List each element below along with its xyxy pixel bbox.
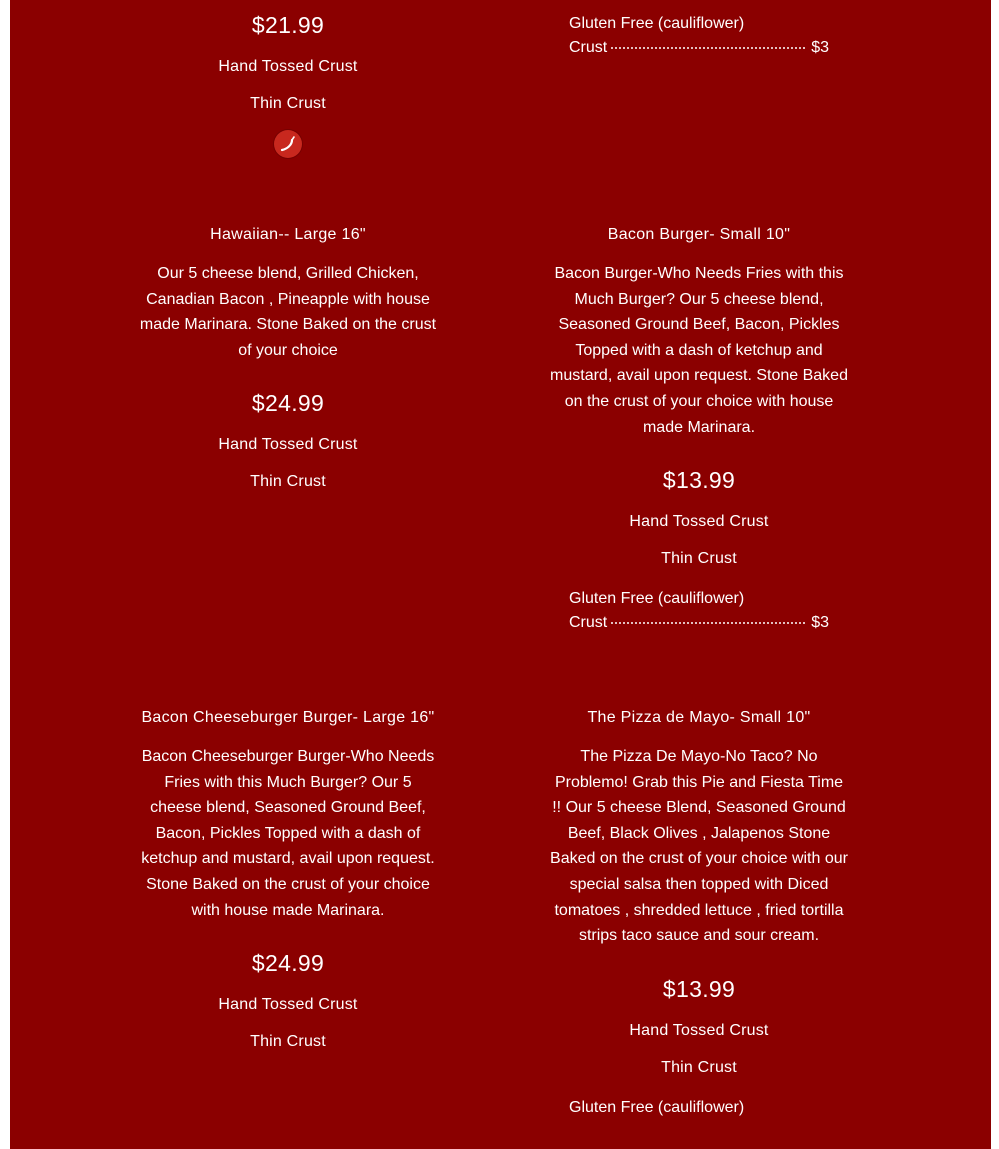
item-price: $13.99 (662, 975, 736, 1002)
menu-item-bacon-cheeseburger (133, 709, 443, 1051)
crust-option-thin[interactable]: Thin Crust (250, 473, 326, 491)
dotted-leader (611, 47, 805, 49)
crust-option-thin[interactable]: Thin Crust (661, 550, 737, 568)
crust-option-thin[interactable]: Thin Crust (661, 1058, 737, 1076)
gluten-free-label-crust: Crust (569, 39, 608, 56)
item-price: $21.99 (251, 12, 325, 38)
item-description: Bacon Cheeseburger Burger-Who Needs Fries with this Much Burger? Our 5 cheese blend, Seasoned Ground Beef, Bacon, Pickles Topped with a dash of ketchup and mustard, avail upon request. Stone Baked on the crust of your choice with house made Marinara. (141, 748, 435, 919)
item-price: $24.99 (251, 390, 325, 417)
gluten-free-label: Gluten Free (cauliflower) (569, 15, 745, 32)
crust-option-hand-tossed[interactable]: Hand Tossed Crust (218, 58, 358, 75)
item-title: Bacon Burger- Small 10" (607, 226, 791, 243)
menu-item-pizza-de-mayo (544, 709, 854, 1120)
crust-option-thin[interactable]: Thin Crust (250, 95, 326, 112)
gluten-free-option[interactable] (569, 587, 829, 635)
item-description: The Pizza De Mayo-No Taco? No Problemo! Grab this Pie and Fiesta Time !! Our 5 cheese Blend, Seasoned Ground Beef, Black Olives , Jalapenos Stone Baked on the crust of your choice with our special salsa then topped with Diced tomatoes , shredded lettuce , fried tortilla strips taco sauce and sour cream. (550, 748, 848, 945)
item-title: Bacon Cheeseburger Burger- Large 16" (141, 709, 435, 726)
item-description: Our 5 cheese blend, Grilled Chicken, Canadian Bacon , Pineapple with house made Marinara. Stone Baked on the crust of your choice (139, 265, 437, 359)
item-title: Hawaiian-- Large 16" (210, 226, 366, 243)
gluten-free-option[interactable] (569, 12, 829, 60)
item-price: $24.99 (251, 950, 325, 977)
dotted-leader (611, 622, 805, 624)
menu-item-partial-top-right (544, 12, 854, 60)
item-title: The Pizza de Mayo- Small 10" (587, 709, 811, 726)
gluten-free-label: Gluten Free (cauliflower) (569, 1098, 745, 1116)
menu-item-bacon-burger (544, 226, 854, 635)
item-price: $13.99 (662, 467, 736, 494)
crust-option-hand-tossed[interactable]: Hand Tossed Crust (629, 513, 769, 531)
menu-item-partial-top (133, 12, 443, 163)
chili-pepper-icon (274, 130, 302, 158)
menu-item-hawaiian (133, 226, 443, 491)
crust-option-hand-tossed[interactable]: Hand Tossed Crust (629, 1021, 769, 1039)
gluten-free-label: Gluten Free (cauliflower) (569, 590, 745, 608)
crust-option-thin[interactable]: Thin Crust (250, 1033, 326, 1051)
gluten-free-price: $3 (811, 39, 829, 56)
item-description: Bacon Burger-Who Needs Fries with this Much Burger? Our 5 cheese blend, Seasoned Ground Beef, Bacon, Pickles Topped with a dash of ketchup and mustard, avail upon request. Stone Baked on the crust of your choice with house made Marinara. (550, 265, 848, 436)
crust-option-hand-tossed[interactable]: Hand Tossed Crust (218, 436, 358, 454)
menu-panel (10, 0, 991, 1149)
gluten-free-label-crust: Crust (569, 614, 608, 632)
gluten-free-option[interactable] (569, 1096, 829, 1120)
gluten-free-price: $3 (811, 614, 829, 632)
crust-option-hand-tossed[interactable]: Hand Tossed Crust (218, 996, 358, 1014)
